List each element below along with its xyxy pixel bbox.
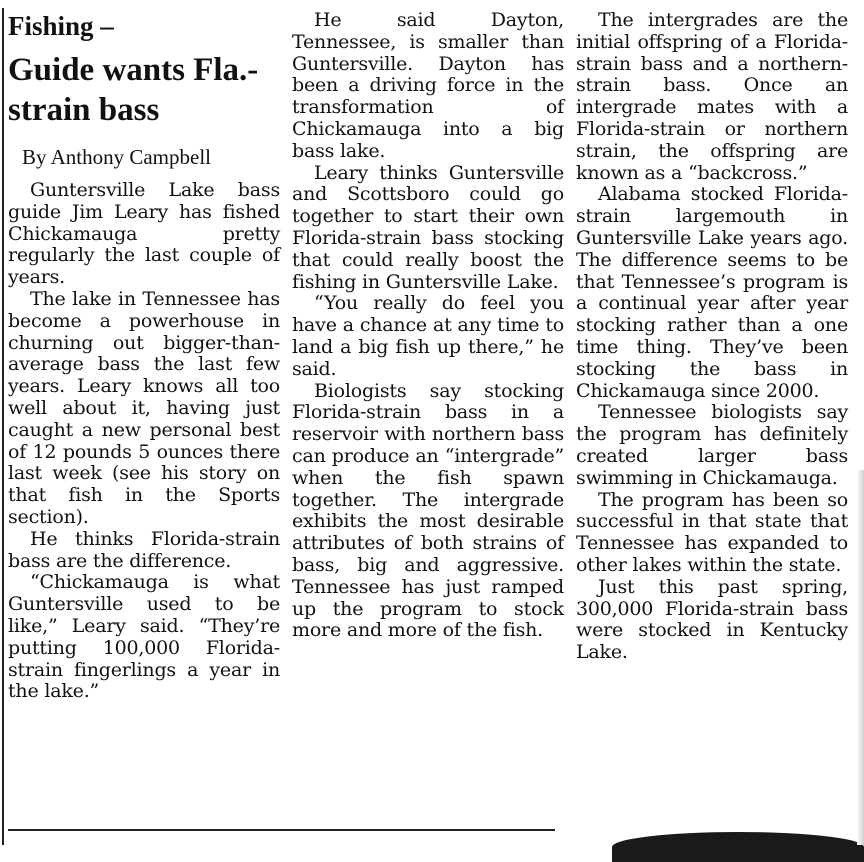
paragraph: Just this past spring, 300,000 Florida-strain bass were stocked in Kentucky Lake. [576,575,848,664]
adjacent-photo-edge [612,832,864,862]
article-column-2 [292,10,564,642]
page-curl-shadow [857,470,864,845]
paragraph: “Chickamauga is what Guntersville used to be like,” Leary said. “They’re putting 100,000 Florida-strain fingerlings a year in the lake.” [8,571,280,703]
paragraph: The intergrades are the initial offspring of a Florida-strain bass and a northern-strain bass. Once an intergrade mates with a Florida-strain or northern strain, the offspring are known as a “backcross.” [576,9,848,184]
column-rule-left [2,8,4,845]
paragraph: Alabama stocked Florida-strain largemouth in Guntersville Lake years ago. The difference seems to be that Tennessee’s program is a continual year after year stocking rather than a one time thing. They’ve been stocking the bass in Chickamauga since 2000. [576,183,848,402]
article-column-3 [576,10,848,664]
paragraph: Leary thinks Guntersville and Scottsboro could go together to start their own Florida-strain bass stocking that could really boost the fishing in Guntersville Lake. [292,161,564,293]
paragraph: Guntersville Lake bass guide Jim Leary has fished Chickamauga pretty regularly the last couple of years. [8,179,280,289]
kicker: Fishing – [8,11,114,41]
bottom-rule [8,829,555,831]
paragraph: He thinks Florida-strain bass are the difference. [8,527,280,572]
paragraph: He said Dayton, Tennessee, is smaller than Guntersville. Dayton has been a driving force in the transformation of Chickamauga into a big bass lake. [292,9,564,162]
paragraph: The lake in Tennessee has become a powerhouse in churning out bigger-than-average bass the last few years. Leary knows all too well about it, having just caught a new personal best of 12 pounds 5 ounces there last week (see his story on that fish in the Sports section). [8,287,280,528]
article-column-1 [8,10,280,703]
paragraph: Biologists say stocking Florida-strain bass in a reservoir with northern bass can produce an “intergrade” when the fish spawn together. The intergrade exhibits the most desirable attributes of both strains of bass, big and aggressive. Tennessee has just ramped up the program to stock more and more of the fish. [292,379,564,642]
paragraph: “You really do feel you have a chance at any time to land a big fish up there,” he said. [292,292,564,380]
paragraph: The program has been so successful in that state that Tennessee has expanded to other lakes within the state. [576,488,848,576]
headline: Guide wants Fla.-strain bass [8,52,259,128]
byline: By Anthony Campbell [22,145,211,169]
paragraph: Tennessee biologists say the program has definitely created larger bass swimming in Chickamauga. [576,401,848,489]
